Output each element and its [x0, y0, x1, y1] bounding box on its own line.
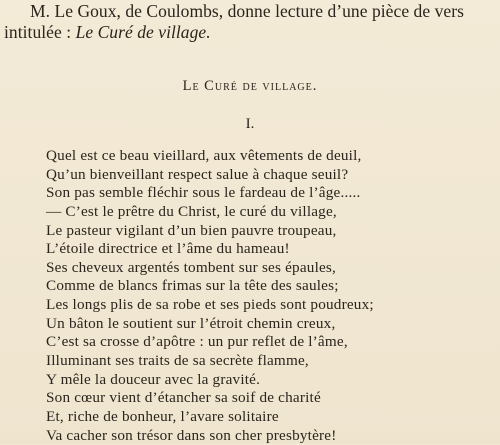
- verse-line: Et, riche de bonheur, l’avare solitaire: [46, 407, 279, 425]
- intro-line-2-text: intitulée :: [4, 22, 76, 42]
- intro-line-2: [4, 22, 211, 43]
- verse-line: Illuminant ses traits de sa secrète flamme,: [46, 352, 309, 370]
- verse-line: Les longs plis de sa robe et ses pieds sont poudreux;: [46, 296, 374, 314]
- verse-line: C’est sa crosse d’apôtre : un pur reflet de l’âme,: [46, 333, 348, 351]
- verse-line: Ses cheveux argentés tombent sur ses épaules,: [46, 258, 337, 276]
- verse-line: Son cœur vient d’étancher sa soif de charité: [46, 389, 321, 407]
- verse-line: Un bâton le soutient sur l’étroit chemin creux,: [46, 314, 336, 332]
- intro-line-1: M. Le Goux, de Coulombs, donne lecture d’une pièce de vers: [30, 1, 464, 21]
- verse-line: Qu’un bienveillant respect salue à chaque seuil?: [46, 165, 349, 183]
- verse-line: Le pasteur vigilant d’un bien pauvre troupeau,: [46, 221, 337, 239]
- verse-line: Comme de blancs frimas sur la tête des saules;: [46, 277, 339, 295]
- verse-line: — C’est le prêtre du Christ, le curé du village,: [46, 202, 337, 220]
- verse-line: Y mêle la douceur avec la gravité.: [46, 370, 261, 388]
- intro-poem-title: Le Curé de village.: [75, 22, 211, 42]
- verse-line: Son pas semble fléchir sous le fardeau de l’âge.....: [46, 184, 361, 202]
- poem-body: [46, 147, 496, 445]
- verse-line: Quel est ce beau vieillard, aux vêtements de deuil,: [46, 147, 362, 164]
- poem-title: Le Curé de village.: [182, 78, 318, 94]
- verse-line: Va cacher son trésor dans son cher presbytère!: [46, 426, 337, 444]
- verse-line: L’étoile directrice et l’âme du hameau!: [46, 240, 290, 258]
- section-number: I.: [245, 116, 255, 132]
